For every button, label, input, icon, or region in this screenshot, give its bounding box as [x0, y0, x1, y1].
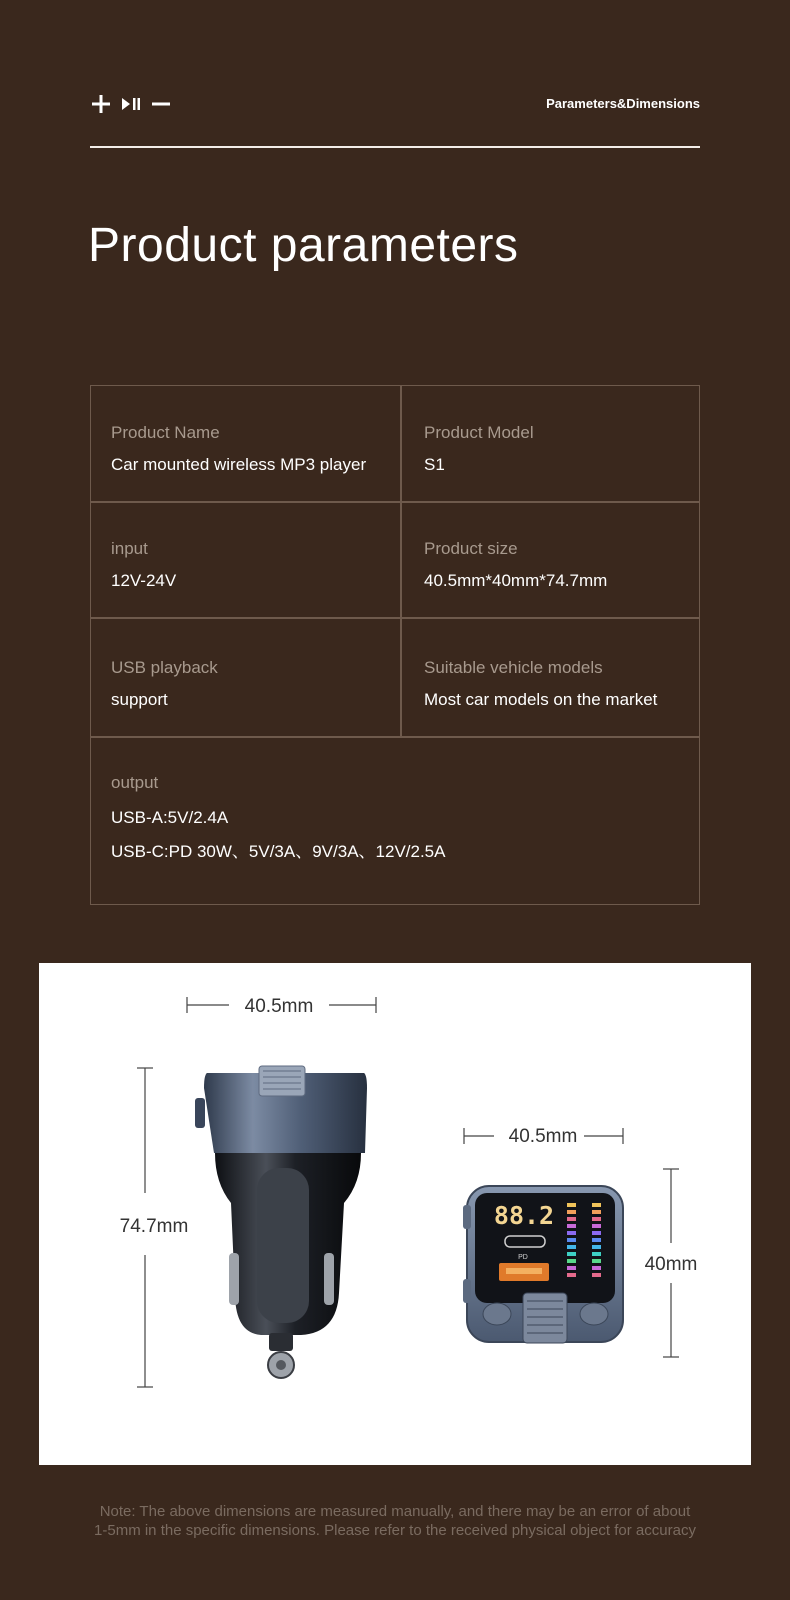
play-pause-icon[interactable] — [122, 92, 142, 116]
note-line-2: 1-5mm in the specific dimensions. Please refer to the received physical object for accuracy — [94, 1522, 696, 1539]
param-label: output — [111, 773, 159, 792]
param-value: 40.5mm*40mm*74.7mm — [424, 571, 608, 590]
table-row-divider — [91, 617, 699, 619]
front-height-label: 40mm — [644, 1254, 698, 1275]
device-front-view-image — [463, 1186, 623, 1343]
note-line-1: Note: The above dimensions are measured manually, and there may be an error of about — [99, 1503, 691, 1520]
param-label: Product Name — [111, 423, 220, 442]
parameters-table — [90, 385, 700, 905]
param-label: Product size — [424, 539, 518, 558]
table-row-divider — [91, 736, 699, 738]
minus-icon[interactable] — [152, 92, 170, 116]
parameters-dimensions-link[interactable]: Parameters&Dimensions — [546, 96, 700, 111]
plus-icon[interactable] — [92, 92, 110, 116]
param-value: Car mounted wireless MP3 player — [111, 455, 367, 474]
param-label: input — [111, 539, 148, 558]
page-title: Product parameters — [88, 219, 519, 272]
param-label: Product Model — [424, 423, 534, 442]
pd-port-label: PD — [518, 1254, 528, 1261]
side-width-label: 40.5mm — [244, 996, 314, 1017]
param-value: support — [111, 690, 168, 709]
dimensions-panel — [39, 963, 751, 1465]
param-value-secondary: USB-C:PD 30W、5V/3A、9V/3A、12V/2.5A — [111, 842, 446, 861]
param-value: USB-A:5V/2.4A — [111, 808, 229, 827]
table-column-divider — [400, 386, 402, 737]
header-divider — [90, 146, 700, 148]
dimensions-drawing — [39, 963, 751, 1465]
side-height-label: 74.7mm — [119, 1216, 189, 1237]
param-value: S1 — [424, 455, 445, 474]
display-digits: 88.2 — [493, 1201, 555, 1230]
param-label: Suitable vehicle models — [424, 658, 603, 677]
param-value: 12V-24V — [111, 571, 177, 590]
table-row-divider — [91, 501, 699, 503]
measurement-note — [70, 1502, 720, 1540]
param-value: Most car models on the market — [424, 690, 658, 709]
device-side-view-image — [195, 1066, 367, 1378]
param-label: USB playback — [111, 658, 218, 677]
front-width-label: 40.5mm — [508, 1126, 578, 1147]
top-control-bar — [90, 92, 700, 116]
